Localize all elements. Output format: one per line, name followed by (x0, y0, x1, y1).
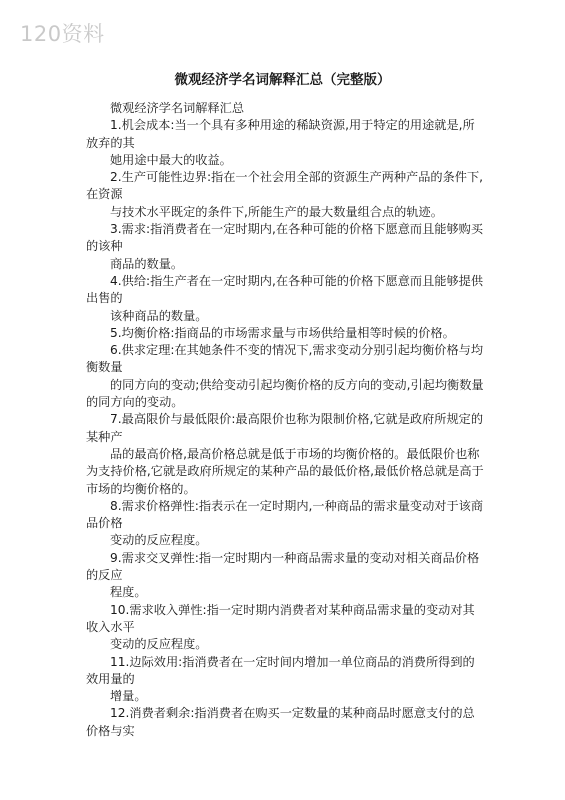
paragraph-line: 5.均衡价格:指商品的市场需求量与市场供给量相等时候的价格。 (110, 325, 455, 340)
paragraph-line: 8.需求价格弹性:指表示在一定时期内,一种商品的需求量变动对于该商品价格 (86, 498, 484, 531)
paragraph-line: 7.最高限价与最低限价:最高限价也称为限制价格,它就是政府所规定的某种产 (86, 412, 484, 444)
paragraph-line: 1.机会成本:当一个具有多种用途的稀缺资源,用于特定的用途就是,所放弃的其 (86, 118, 475, 150)
watermark: 120资料 (20, 22, 105, 46)
paragraph-line: 商品的数量。 (110, 256, 184, 271)
paragraph-line: 与技术水平既定的条件下,所能生产的最大数量组合点的轨迹。 (110, 204, 443, 219)
paragraph-line: 变动的反应程度。 (110, 533, 208, 548)
paragraph-line: 4.供给:指生产者在一定时期内,在各种可能的价格下愿意而且能够提供出售的 (86, 273, 484, 306)
paragraph-line: 3.需求:指消费者在一定时期内,在各种可能的价格下愿意而且能够购买的该种 (86, 222, 484, 254)
paragraph-line: 品的最高价格,最高价格总就是低于市场的均衡价格的。最低限价也称为支持价格,它就是政府所规定的某种产品的最低价格,最低价格总就是高于市场的均衡价格的。 (86, 446, 484, 496)
paragraph-line: 9.需求交叉弹性:指一定时期内一种商品需求量的变动对相关商品价格的反应 (86, 550, 480, 583)
paragraph-line: 她用途中最大的收益。 (110, 152, 232, 167)
paragraph-line: 程度。 (110, 585, 147, 600)
paragraph-line: 10.需求收入弹性:指一定时期内消费者对某种商品需求量的变动对其收入水平 (86, 602, 475, 634)
section-heading: 微观经济学名词解释汇总 (110, 101, 245, 115)
paragraph-line: 该种商品的数量。 (110, 308, 208, 323)
paragraph-line: 6.供求定理:在其她条件不变的情况下,需求变动分别引起均衡价格与均衡数量 (86, 343, 484, 375)
page-title: 微观经济学名词解释汇总（完整版） (174, 72, 391, 88)
document-body (86, 100, 486, 740)
paragraph-line: 增量。 (110, 689, 147, 704)
paragraph-line: 12.消费者剩余:指消费者在购买一定数量的某种商品时愿意支付的总价格与实 (86, 706, 475, 738)
paragraph-line: 2.生产可能性边界:指在一个社会用全部的资源生产两种产品的条件下,在资源 (86, 170, 484, 202)
paragraph-line: 变动的反应程度。 (110, 637, 208, 652)
paragraph-line: 11.边际效用:指消费者在一定时间内增加一单位商品的消费所得到的效用量的 (86, 654, 475, 686)
paragraph-line: 的同方向的变动;供给变动引起均衡价格的反方向的变动,引起均衡数量的同方向的变动。 (86, 377, 484, 410)
